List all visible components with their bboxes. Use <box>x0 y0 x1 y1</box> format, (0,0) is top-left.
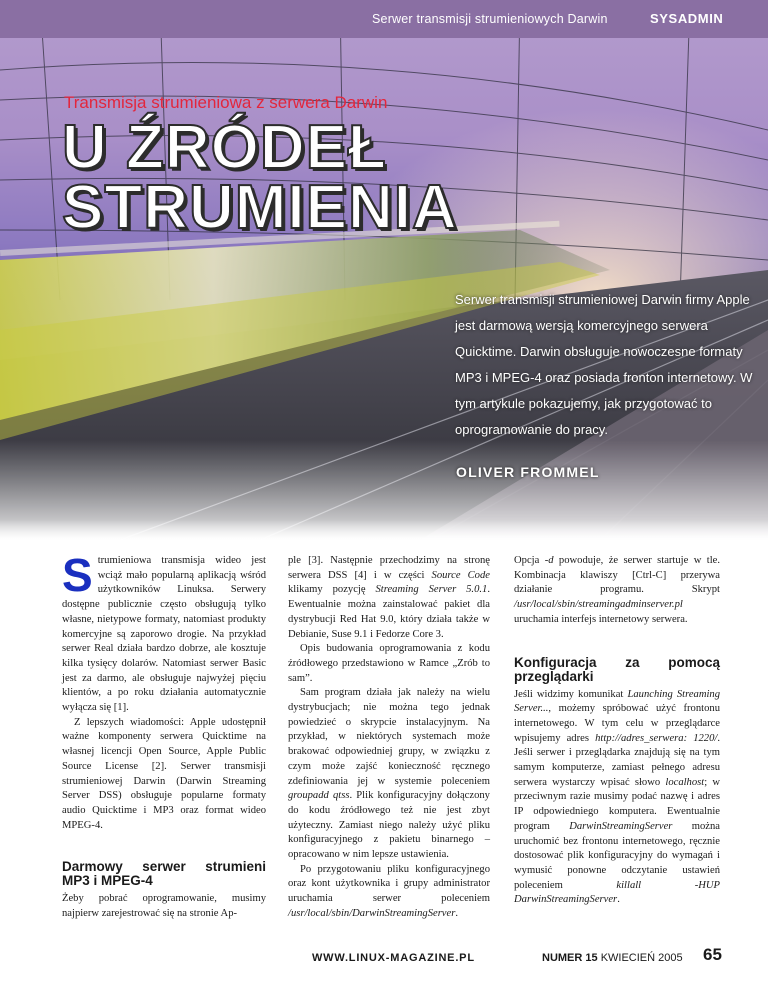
text-column-1 <box>62 549 266 922</box>
paragraph: Jeśli widzimy komunikat Launching Streaming Server..., możemy spróbować użyć frontonu internetowego. W tym celu w przeglądarce wpisujemy adres http://adres_serwera: 1220/. Jeśli serwer i przeglądarka znajdują się na tym samym komputerze, zamiast pełnego adresu serwera wystarczy wpisać słowo localhost; w przeciwnym razie musimy podać nazwę i adres IP odpowiedniego komputera. Ewentualnie program DarwinStreamingServer można uruchomić bez frontonu internetowego, ręcznie dostosować plik konfiguracyjny do wymagań i wymusić ponowne odczytanie ustawień poleceniem killall -HUP DarwinStreamingServer. <box>514 688 721 906</box>
text-column-3 <box>514 554 720 908</box>
paragraph-text: trumieniowa transmisja wideo jest wciąż mało popularną aplikacją wśród użytkowników Linuksa. Serwery dostępne publicznie często obsługują tylko własne, nietypowe formaty, natomiast produkty komercyjne są zaporowo drogie. Na przykład serwer Real działa bardzo dobrze, ale kosztuje kilka tysięcy dolarów. Natomiast serwer Basic jest za darmo, ale obsługuje najwyżej pięciu klientów, a po roku działania automatycznie wyłącza się [1]. <box>62 555 266 714</box>
article-lead: Serwer transmisji strumieniowej Darwin firmy Apple jest darmową wersją komercyjnego serwera Quicktime. Darwin obsługuje nowoczesne formaty MP3 i MPEG-4 oraz posiada fronton internetowy. W tym artykule pokazujemy, jak przygotować to oprogramowanie do pracy. <box>455 292 753 437</box>
title-line-1: U ŹRÓDEŁ <box>62 113 387 182</box>
paragraph: Żeby pobrać oprogramowanie, musimy najpierw zarejestrować się na stronie Ap- <box>62 893 266 920</box>
category-label: SYSADMIN <box>650 11 724 26</box>
article-kicker: Transmisja strumieniowa z serwera Darwin <box>64 93 388 112</box>
paragraph: Po przygotowaniu pliku konfiguracyjnego oraz kont użytkownika i grupy administrator uruchamia serwer poleceniem /usr/local/sbin/DarwinStreamingServer. <box>288 863 490 919</box>
title-line-2: STRUMIENIA <box>62 173 458 242</box>
paragraph <box>62 549 266 716</box>
article-title <box>62 113 458 242</box>
paragraph: Sam program działa jak należy na wielu dystrybucjach; nie można tego jednak powiedzieć o skrypcie instalacyjnym. Na przykład, w niektórych systemach może brakować odpowiedniej grupy, w związku z czym może zajść konieczność ręcznego zdefiniowania jej w systemie poleceniem groupadd qtss. Plik konfiguracyjny dołączony do kodu źródłowego też nie jest zbyt użyteczny. Zamiast niego należy użyć pliku konfiguracyjnego z pakietu binarnego – opracowano w nim lepsze ustawienia. <box>288 687 490 861</box>
author-name: OLIVER FROMMEL <box>456 464 600 480</box>
paragraph: Opcja -d powoduje, że serwer startuje w tle. Kombinacja klawiszy [Ctrl-C] przerywa działanie programu. Skrypt /usr/local/sbin/streamingadminserver.pl uruchamia interfejs internetowy serwera. <box>514 555 720 625</box>
section-title: Serwer transmisji strumieniowych Darwin <box>372 12 608 26</box>
header-bar <box>0 0 768 38</box>
section-heading-free-server: Darmowy serwer strumieni MP3 i MPEG-4 <box>62 859 266 889</box>
footer-issue: NUMER 15 KWIECIEŃ 2005 <box>542 952 683 964</box>
page-number: 65 <box>703 945 722 964</box>
section-heading-browser-config: Konfiguracja za pomocą przeglądarki <box>514 654 720 684</box>
paragraph: Opis budowania oprogramowania z kodu źródłowego przedstawiono w Ramce „Zrób to sam”. <box>288 643 490 684</box>
paragraph: Z lepszych wiadomości: Apple udostępnił ważne komponenty serwera Quicktime na własnej licencji Open Source, Apple Public Source License [2]. Serwer transmisji strumieniowej Darwin (Darwin Streaming Server DSS) obsługuje popularne formaty audio Quicktime i MP3 oraz format wideo MPEG-4. <box>62 716 266 831</box>
footer-url: WWW.LINUX-MAGAZINE.PL <box>312 952 475 964</box>
paragraph: ple [3]. Następnie przechodzimy na stronę serwera DSS [4] i w części Source Code klikamy pozycję Streaming Server 5.0.1. Ewentualnie można zainstalować pakiet dla dystrybucji Red Hat 9.0, który działa także w Debianie, Suse 9.1 i Fedorze Core 3. <box>288 555 490 640</box>
drop-cap: S <box>62 549 93 601</box>
text-column-2 <box>288 554 490 922</box>
